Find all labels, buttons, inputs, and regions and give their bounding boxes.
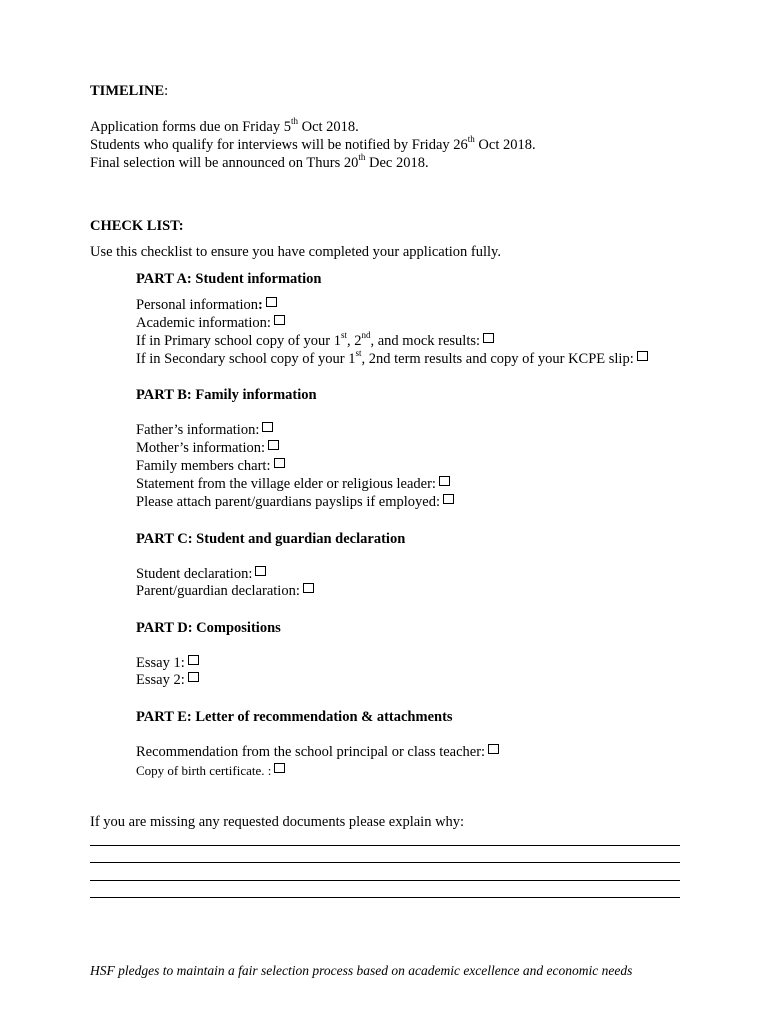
footer-pledge: HSF pledges to maintain a fair selection process based on academic excellence and economic needs bbox=[90, 963, 633, 978]
timeline-line-interviews: Students who qualify for interviews will be notified by Friday 26th Oct 2018. bbox=[90, 134, 536, 153]
answer-line[interactable] bbox=[90, 880, 680, 881]
part-e-title: PART E: Letter of recommendation & attachments bbox=[136, 709, 453, 725]
part-d-title: PART D: Compositions bbox=[136, 620, 281, 636]
part-b-item-payslips: Please attach parent/guardians payslips if employed: bbox=[136, 493, 454, 511]
part-e-item-recommendation: Recommendation from the school principal or class teacher: bbox=[136, 743, 499, 761]
part-c-title: PART C: Student and guardian declaration bbox=[136, 531, 406, 547]
checklist-intro: Use this checklist to ensure you have completed your application fully. bbox=[90, 244, 501, 260]
part-d-item-essay-1: Essay 1: bbox=[136, 654, 199, 672]
part-a-item-primary: If in Primary school copy of your 1st, 2nd, and mock results: bbox=[136, 332, 494, 350]
checkbox[interactable] bbox=[637, 351, 648, 361]
checkbox[interactable] bbox=[188, 672, 199, 682]
checkbox[interactable] bbox=[255, 566, 266, 576]
part-a-item-secondary: If in Secondary school copy of your 1st, 2nd term results and copy of your KCPE slip: bbox=[136, 350, 648, 368]
checkbox[interactable] bbox=[188, 655, 199, 665]
part-b-item-mother: Mother’s information: bbox=[136, 439, 279, 457]
part-a-title: PART A: Student information bbox=[136, 271, 322, 287]
part-b-item-village-statement: Statement from the village elder or religious leader: bbox=[136, 475, 450, 493]
checkbox[interactable] bbox=[262, 422, 273, 432]
checkbox[interactable] bbox=[439, 476, 450, 486]
answer-line[interactable] bbox=[90, 845, 680, 846]
checkbox[interactable] bbox=[274, 315, 285, 325]
checkbox[interactable] bbox=[483, 333, 494, 343]
part-b-item-father: Father’s information: bbox=[136, 421, 273, 439]
checkbox[interactable] bbox=[274, 458, 285, 468]
timeline-heading: TIMELINE: bbox=[90, 83, 169, 99]
part-c-item-student-declaration: Student declaration: bbox=[136, 565, 266, 583]
checkbox[interactable] bbox=[488, 744, 499, 754]
timeline-line-final-selection: Final selection will be announced on Thurs 20th Dec 2018. bbox=[90, 152, 429, 171]
checkbox[interactable] bbox=[268, 440, 279, 450]
answer-line[interactable] bbox=[90, 862, 680, 863]
timeline-line-application-due: Application forms due on Friday 5th Oct 2018. bbox=[90, 116, 359, 135]
part-a-item-academic: Academic information: bbox=[136, 314, 285, 332]
part-e-item-birth-certificate: Copy of birth certificate. : bbox=[136, 762, 285, 780]
part-a-item-personal: Personal information: bbox=[136, 296, 277, 314]
part-b-title: PART B: Family information bbox=[136, 387, 317, 403]
missing-documents-prompt: If you are missing any requested documents please explain why: bbox=[90, 814, 465, 830]
part-b-item-family-chart: Family members chart: bbox=[136, 457, 285, 475]
part-d-item-essay-2: Essay 2: bbox=[136, 671, 199, 689]
checkbox[interactable] bbox=[266, 297, 277, 307]
checkbox[interactable] bbox=[303, 583, 314, 593]
checkbox[interactable] bbox=[443, 494, 454, 504]
answer-line[interactable] bbox=[90, 897, 680, 898]
checkbox[interactable] bbox=[274, 763, 285, 773]
part-c-item-guardian-declaration: Parent/guardian declaration: bbox=[136, 582, 314, 600]
checklist-heading: CHECK LIST: bbox=[90, 218, 184, 234]
